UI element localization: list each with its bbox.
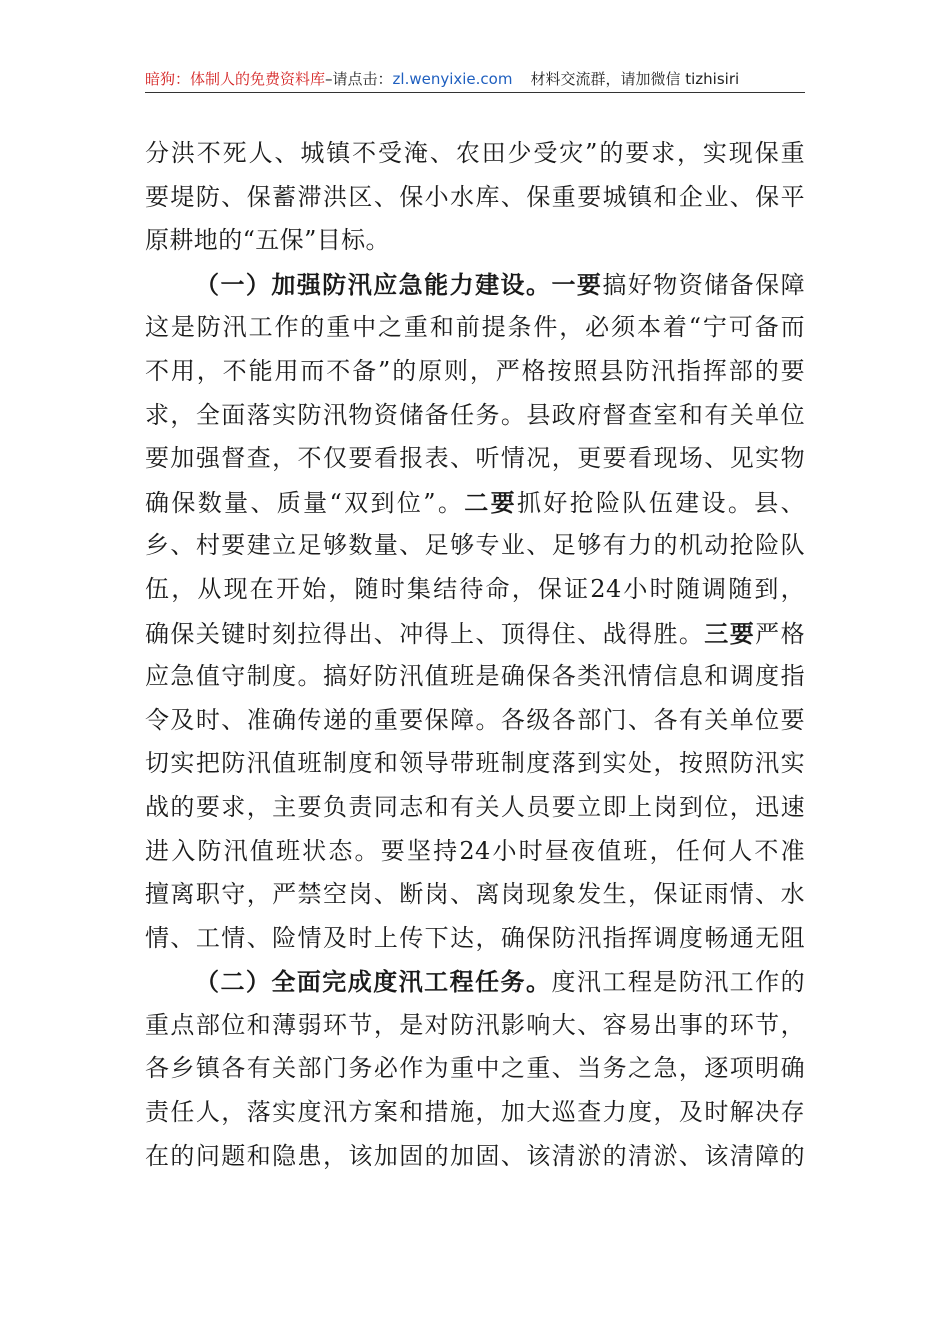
paragraph-line: 责任人，落实度汛方案和措施，加大巡查力度，及时解决存: [145, 1098, 805, 1127]
click-prompt: –请点击：: [325, 70, 393, 88]
paragraph-line: 求，全面落实防汛物资储备任务。县政府督查室和有关单位: [145, 400, 805, 429]
paragraph-line: 伍，从现在开始，随时集结待命，保证24小时随调随到，: [145, 574, 805, 603]
paragraph-line: 应急值守制度。搞好防汛值班是确保各类汛情信息和调度指: [145, 662, 805, 691]
paragraph-line: 战的要求，主要负责同志和有关人员要立即上岗到位，迅速: [145, 792, 805, 821]
section-heading-line: （二）全面完成度汛工程任务。度汛工程是防汛工作的: [195, 967, 805, 997]
paragraph-line: 这是防汛工作的重中之重和前提条件，必须本着“宁可备而: [145, 313, 805, 342]
site-brand-link[interactable]: 暗狗：体制人的免费资料库: [145, 70, 326, 88]
section-heading-2: （二）全面完成度汛工程任务。: [195, 967, 552, 997]
paragraph-line: 切实把防汛值班制度和领导带班制度落到实处，按照防汛实: [145, 749, 805, 778]
document-body: [145, 132, 805, 1178]
point-marker: 二要: [464, 487, 517, 517]
paragraph-line: 分洪不死人、城镇不受淹、农田少受灾”的要求，实现保重: [145, 139, 805, 167]
paragraph-line: 令及时、准确传递的重要保障。各级各部门、各有关单位要: [145, 705, 805, 734]
paragraph-line: 情、工情、险情及时上传下达，确保防汛指挥调度畅通无阻: [145, 923, 805, 952]
site-url-link[interactable]: zl.wenyixie.com: [392, 70, 513, 88]
paragraph-line: 乡、村要建立足够数量、足够专业、足够有力的机动抢险队: [145, 531, 805, 560]
paragraph-line: 进入防汛值班状态。要坚持24小时昼夜值班，任何人不准: [145, 836, 805, 865]
paragraph-line: 不用，不能用而不备”的原则，严格按照县防汛指挥部的要: [145, 356, 805, 385]
paragraph-line: 确保关键时刻拉得出、冲得上、顶得住、战得胜。三要严格: [145, 618, 805, 648]
wechat-note: 材料交流群，请加微信 tizhisiri: [530, 70, 740, 88]
paragraph-line: 要堤防、保蓄滞洪区、保小水库、保重要城镇和企业、保平: [145, 182, 805, 211]
paragraph-line: 要加强督查，不仅要看报表、听情况，更要看现场、见实物: [145, 444, 805, 473]
paragraph-line: 在的问题和隐患，该加固的加固、该清淤的清淤、该清障的: [145, 1141, 805, 1170]
paragraph-line: 擅离职守，严禁空岗、断岗、离岗现象发生，保证雨情、水: [145, 880, 805, 909]
paragraph-line: 原耕地的“五保”目标。: [145, 226, 390, 255]
section-heading-line: （一）加强防汛应急能力建设。一要搞好物资储备保障: [195, 269, 805, 299]
paragraph-line: 确保数量、质量“双到位”。二要抓好抢险队伍建设。县、: [145, 487, 805, 517]
paragraph-line: 各乡镇各有关部门务必作为重中之重、当务之急，逐项明确: [145, 1054, 805, 1083]
point-marker: 三要: [704, 618, 756, 648]
paragraph-line: 重点部位和薄弱环节，是对防汛影响大、容易出事的环节，: [145, 1010, 805, 1039]
page-header: [145, 66, 805, 93]
section-heading-1: （一）加强防汛应急能力建设。一要: [195, 269, 603, 299]
